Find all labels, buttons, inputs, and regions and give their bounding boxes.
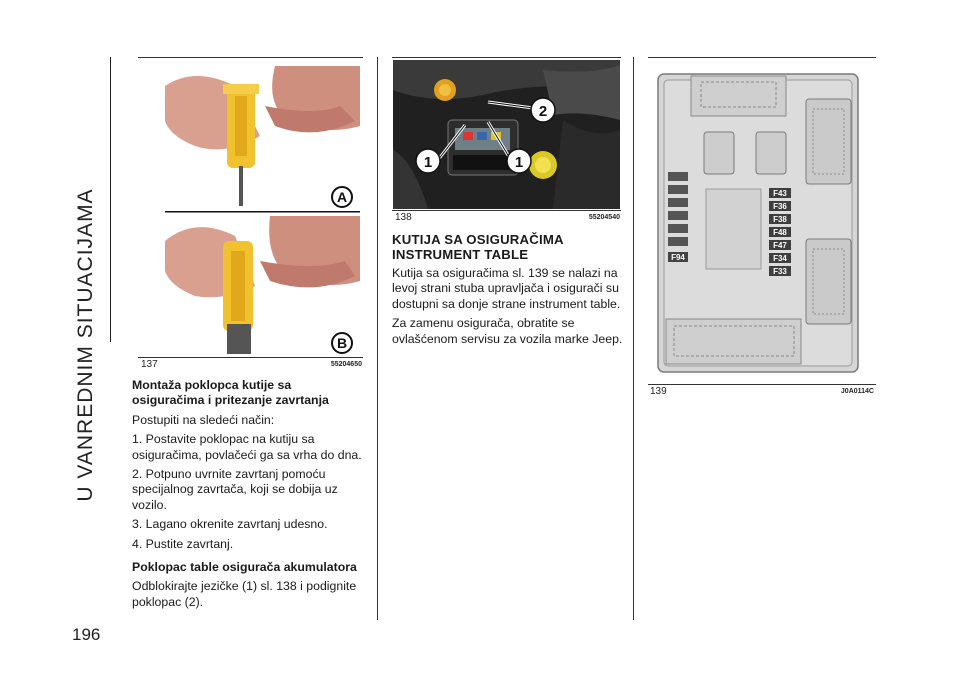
fuse-label: F34: [773, 254, 787, 263]
page-number: 196: [72, 625, 101, 644]
figure-137-label-b: B: [336, 335, 348, 351]
fuse-label: F48: [773, 228, 787, 237]
fuse-replacement-text: Za zamenu osigurača, obratite se ovlašćenom servisu za vozila marke Jeep.: [392, 316, 623, 346]
figure-138-code: 55204540: [588, 214, 620, 221]
column-1-text: [132, 378, 364, 614]
intro-text: Postupiti na sledeći način:: [132, 412, 275, 427]
top-rule-col1: [138, 57, 363, 58]
figure-137-code: 55204650: [330, 361, 362, 368]
top-rule-col2: [392, 57, 621, 58]
figure-139-fuse-box-diagram: [656, 64, 866, 376]
figure-139-number: 139: [650, 386, 667, 397]
step-1: 1. Postavite poklopac na kutiju sa osiguračima, povlačeći ga sa vrha do dna.: [132, 432, 362, 462]
column-2-text: [392, 232, 624, 351]
heading-cover-mounting: Montaža poklopca kutije sa osiguračima i pritezanje zavrtanja: [132, 378, 329, 408]
fuse-label: F33: [773, 267, 787, 276]
figure-138-label-2: 2: [538, 103, 548, 120]
fig138-rule: [392, 210, 621, 211]
fuse-label: F36: [773, 202, 787, 211]
section-heading-instrument-fuse-box: KUTIJA SA OSIGURAČIMA INSTRUMENT TABLE: [392, 232, 564, 262]
step-2: 2. Potpuno uvrnite zavrtanj pomoću specijalnog zavrtača, koji se dobija uz vozilo.: [132, 467, 338, 512]
fig139-rule: [648, 384, 876, 385]
figure-139-code: J0A0114C: [840, 388, 874, 395]
fuse-puller-hand-bottom: [165, 216, 360, 354]
fuse-label-f94: F94: [671, 253, 685, 262]
figure-138-label-1-left: 1: [423, 154, 433, 171]
section-side-title: U VANREDNIM SITUACIJAMA: [74, 188, 97, 502]
column-divider-2: [633, 57, 634, 620]
heading-battery-fuse-cover: Poklopac table osigurača akumulatora: [132, 560, 357, 575]
fuse-box-location-text: Kutija sa osiguračima sl. 139 se nalazi na levoj strani stuba upravljača i osigurači su dostupni sa donje strane instrument table.: [392, 266, 621, 311]
fuse-column: [769, 188, 791, 276]
figure-138-label-1-right: 1: [514, 154, 524, 171]
figure-138-number: 138: [395, 212, 412, 223]
fuse-puller-hand-top: [165, 66, 360, 206]
battery-cover-text: Odblokirajte jezičke (1) sl. 138 i podignite poklopac (2).: [132, 579, 357, 609]
fuse-label: F43: [773, 189, 787, 198]
step-3: 3. Lagano okrenite zavrtanj udesno.: [132, 517, 328, 532]
fuse-label: F38: [773, 215, 787, 224]
column-divider-1: [377, 57, 378, 620]
step-4: 4. Pustite zavrtanj.: [132, 536, 234, 551]
figure-137-number: 137: [141, 359, 158, 370]
side-rule: [110, 57, 111, 342]
fig137-rule: [138, 357, 363, 358]
figure-137-fuse-puller-photos: [165, 66, 360, 356]
fuse-label: F47: [773, 241, 787, 250]
figure-138-engine-bay-photo: [393, 60, 620, 209]
figure-137-label-a: A: [336, 189, 348, 205]
top-rule-col3: [648, 57, 876, 58]
